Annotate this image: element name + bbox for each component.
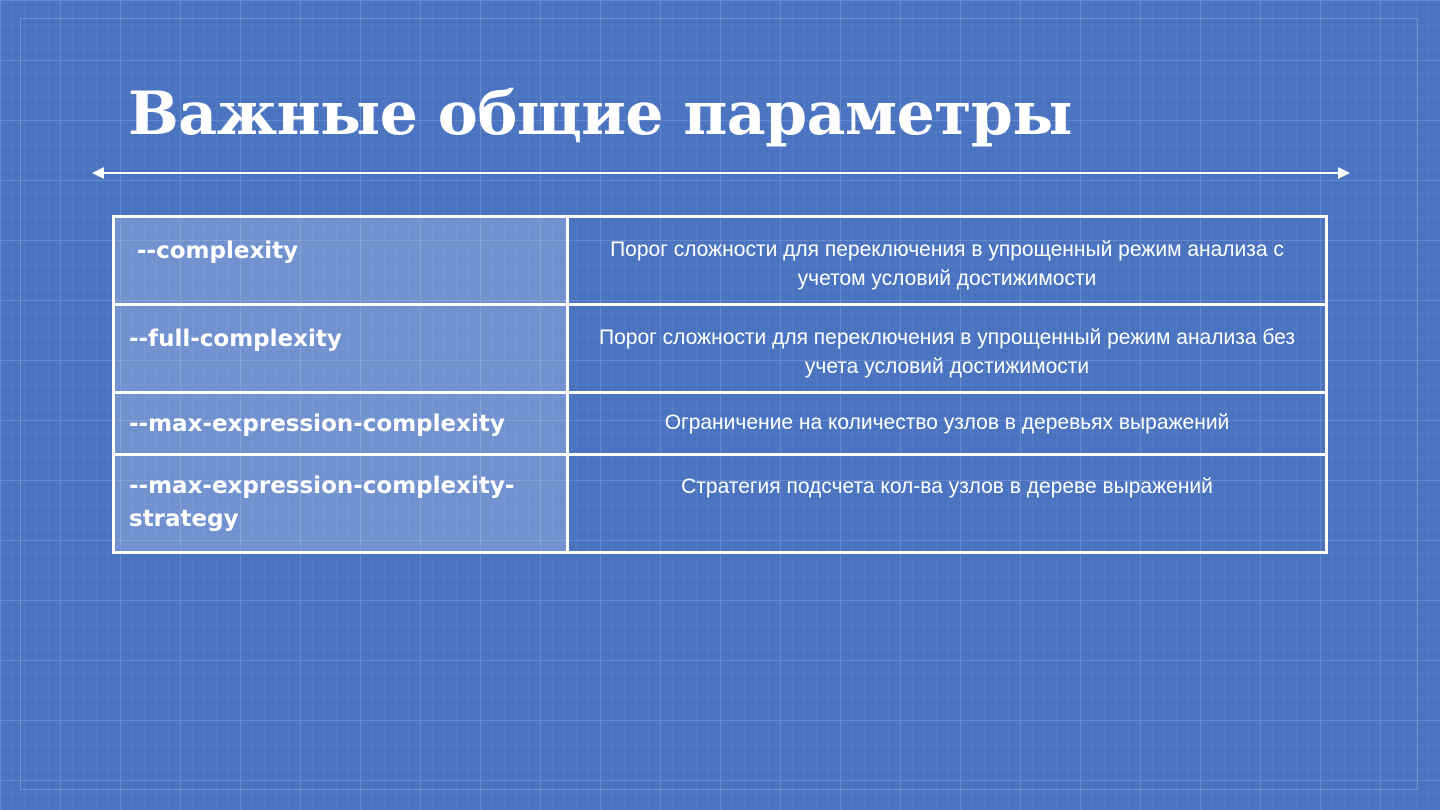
double-headed-arrow-icon bbox=[90, 163, 1352, 183]
param-name-cell: --full-complexity bbox=[114, 305, 568, 393]
slide-title: Важные общие параметры bbox=[128, 79, 1073, 149]
table-row bbox=[114, 455, 1327, 553]
param-name-cell: --max-expression-complexity bbox=[114, 393, 568, 455]
param-name-cell: --complexity bbox=[114, 217, 568, 305]
table-row bbox=[114, 393, 1327, 455]
param-description-cell: Ограничение на количество узлов в деревьях выражений bbox=[568, 393, 1327, 455]
param-description-cell: Порог сложности для переключения в упрощенный режим анализа без учета условий достижимости bbox=[568, 305, 1327, 393]
param-description-cell: Стратегия подсчета кол-ва узлов в дереве выражений bbox=[568, 455, 1327, 553]
table-row bbox=[114, 305, 1327, 393]
table-row bbox=[114, 217, 1327, 305]
param-description-cell: Порог сложности для переключения в упрощенный режим анализа с учетом условий достижимости bbox=[568, 217, 1327, 305]
parameters-table bbox=[112, 215, 1328, 554]
param-name-cell: --max-expression-complexity-strategy bbox=[114, 455, 568, 553]
